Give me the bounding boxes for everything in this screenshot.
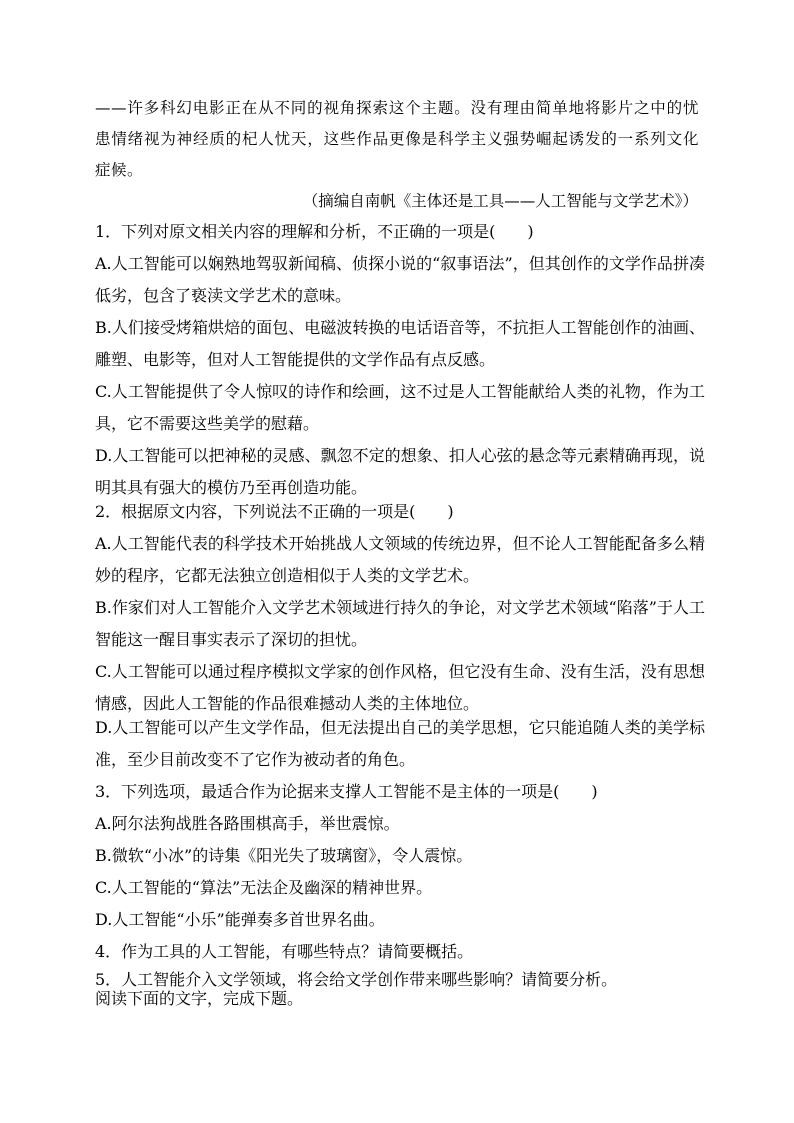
question-1-option-b: B.人们接受烤箱烘焙的面包、电磁波转换的电话语音等，不抗拒人工智能创作的油画、雕塑、电影等，但对人工智能提供的文学作品有点反感。 (95, 318, 705, 369)
question-1-option-d: D.人工智能可以把神秘的灵感、飘忽不定的想象、扣人心弦的悬念等元素精确再现，说明其具有强大的模仿乃至再创造功能。 (95, 446, 705, 497)
question-2-option-a: A.人工智能代表的科学技术开始挑战人文领域的传统边界，但不论人工智能配备多么精妙的程序，它都无法独立创造相似于人类的文学艺术。 (95, 534, 705, 585)
question-3-option-d: D.人工智能“小乐”能弹奏多首世界名曲。 (95, 910, 385, 929)
question-4-stem: 4．作为工具的人工智能，有哪些特点？请简要概括。 (95, 942, 474, 961)
question-2-option-d: D.人工智能可以产生文学作品，但无法提出自己的美学思想，它只能追随人类的美学标准，至少目前改变不了它作为被动者的角色。 (95, 718, 705, 769)
question-5-stem: 5．人工智能介入文学领域，将会给文学创作带来哪些影响？请简要分析。 (95, 970, 618, 989)
passage-text: ——许多科幻电影正在从不同的视角探索这个主题。没有理由简单地将影片之中的忧患情绪视为神经质的杞人忧天，这些作品更像是科学主义强势崛起诱发的一系列文化症候。 (95, 99, 699, 179)
question-2-stem: 2．根据原文内容，下列说法不正确的一项是( ) (95, 502, 454, 521)
question-1-option-a: A.人工智能可以娴熟地驾驭新闻稿、侦探小说的“叙事语法”，但其创作的文学作品拼凑低劣，包含了亵渎文学艺术的意味。 (95, 254, 705, 305)
passage-citation: （摘编自南帆《主体还是工具——人工智能与文学艺术》） (302, 192, 698, 210)
next-reading-instruction: 阅读下面的文字，完成下题。 (95, 989, 304, 1008)
question-1-option-c: C.人工智能提供了令人惊叹的诗作和绘画，这不过是人工智能献给人类的礼物，作为工具，它不需要这些美学的慰藉。 (95, 382, 705, 433)
question-1-stem: 1．下列对原文相关内容的理解和分析，不正确的一项是( ) (95, 222, 534, 241)
question-3-option-a: A.阿尔法狗战胜各路围棋高手，举世震惊。 (95, 814, 400, 833)
question-3-option-c: C.人工智能的“算法”无法企及幽深的精神世界。 (95, 878, 433, 897)
question-2-option-b: B.作家们对人工智能介入文学艺术领域进行持久的争论，对文学艺术领域“陷落”于人工智能这一醒目事实表示了深切的担忧。 (95, 598, 705, 649)
question-2-option-c: C.人工智能可以通过程序模拟文学家的创作风格，但它没有生命、没有生活，没有思想情感，因此人工智能的作品很难撼动人类的主体地位。 (95, 662, 705, 713)
question-3-stem: 3．下列选项，最适合作为论据来支撑人工智能不是主体的一项是( ) (95, 782, 598, 801)
question-3-option-b: B.微软“小冰”的诗集《阳光失了玻璃窗》，令人震惊。 (95, 846, 473, 865)
